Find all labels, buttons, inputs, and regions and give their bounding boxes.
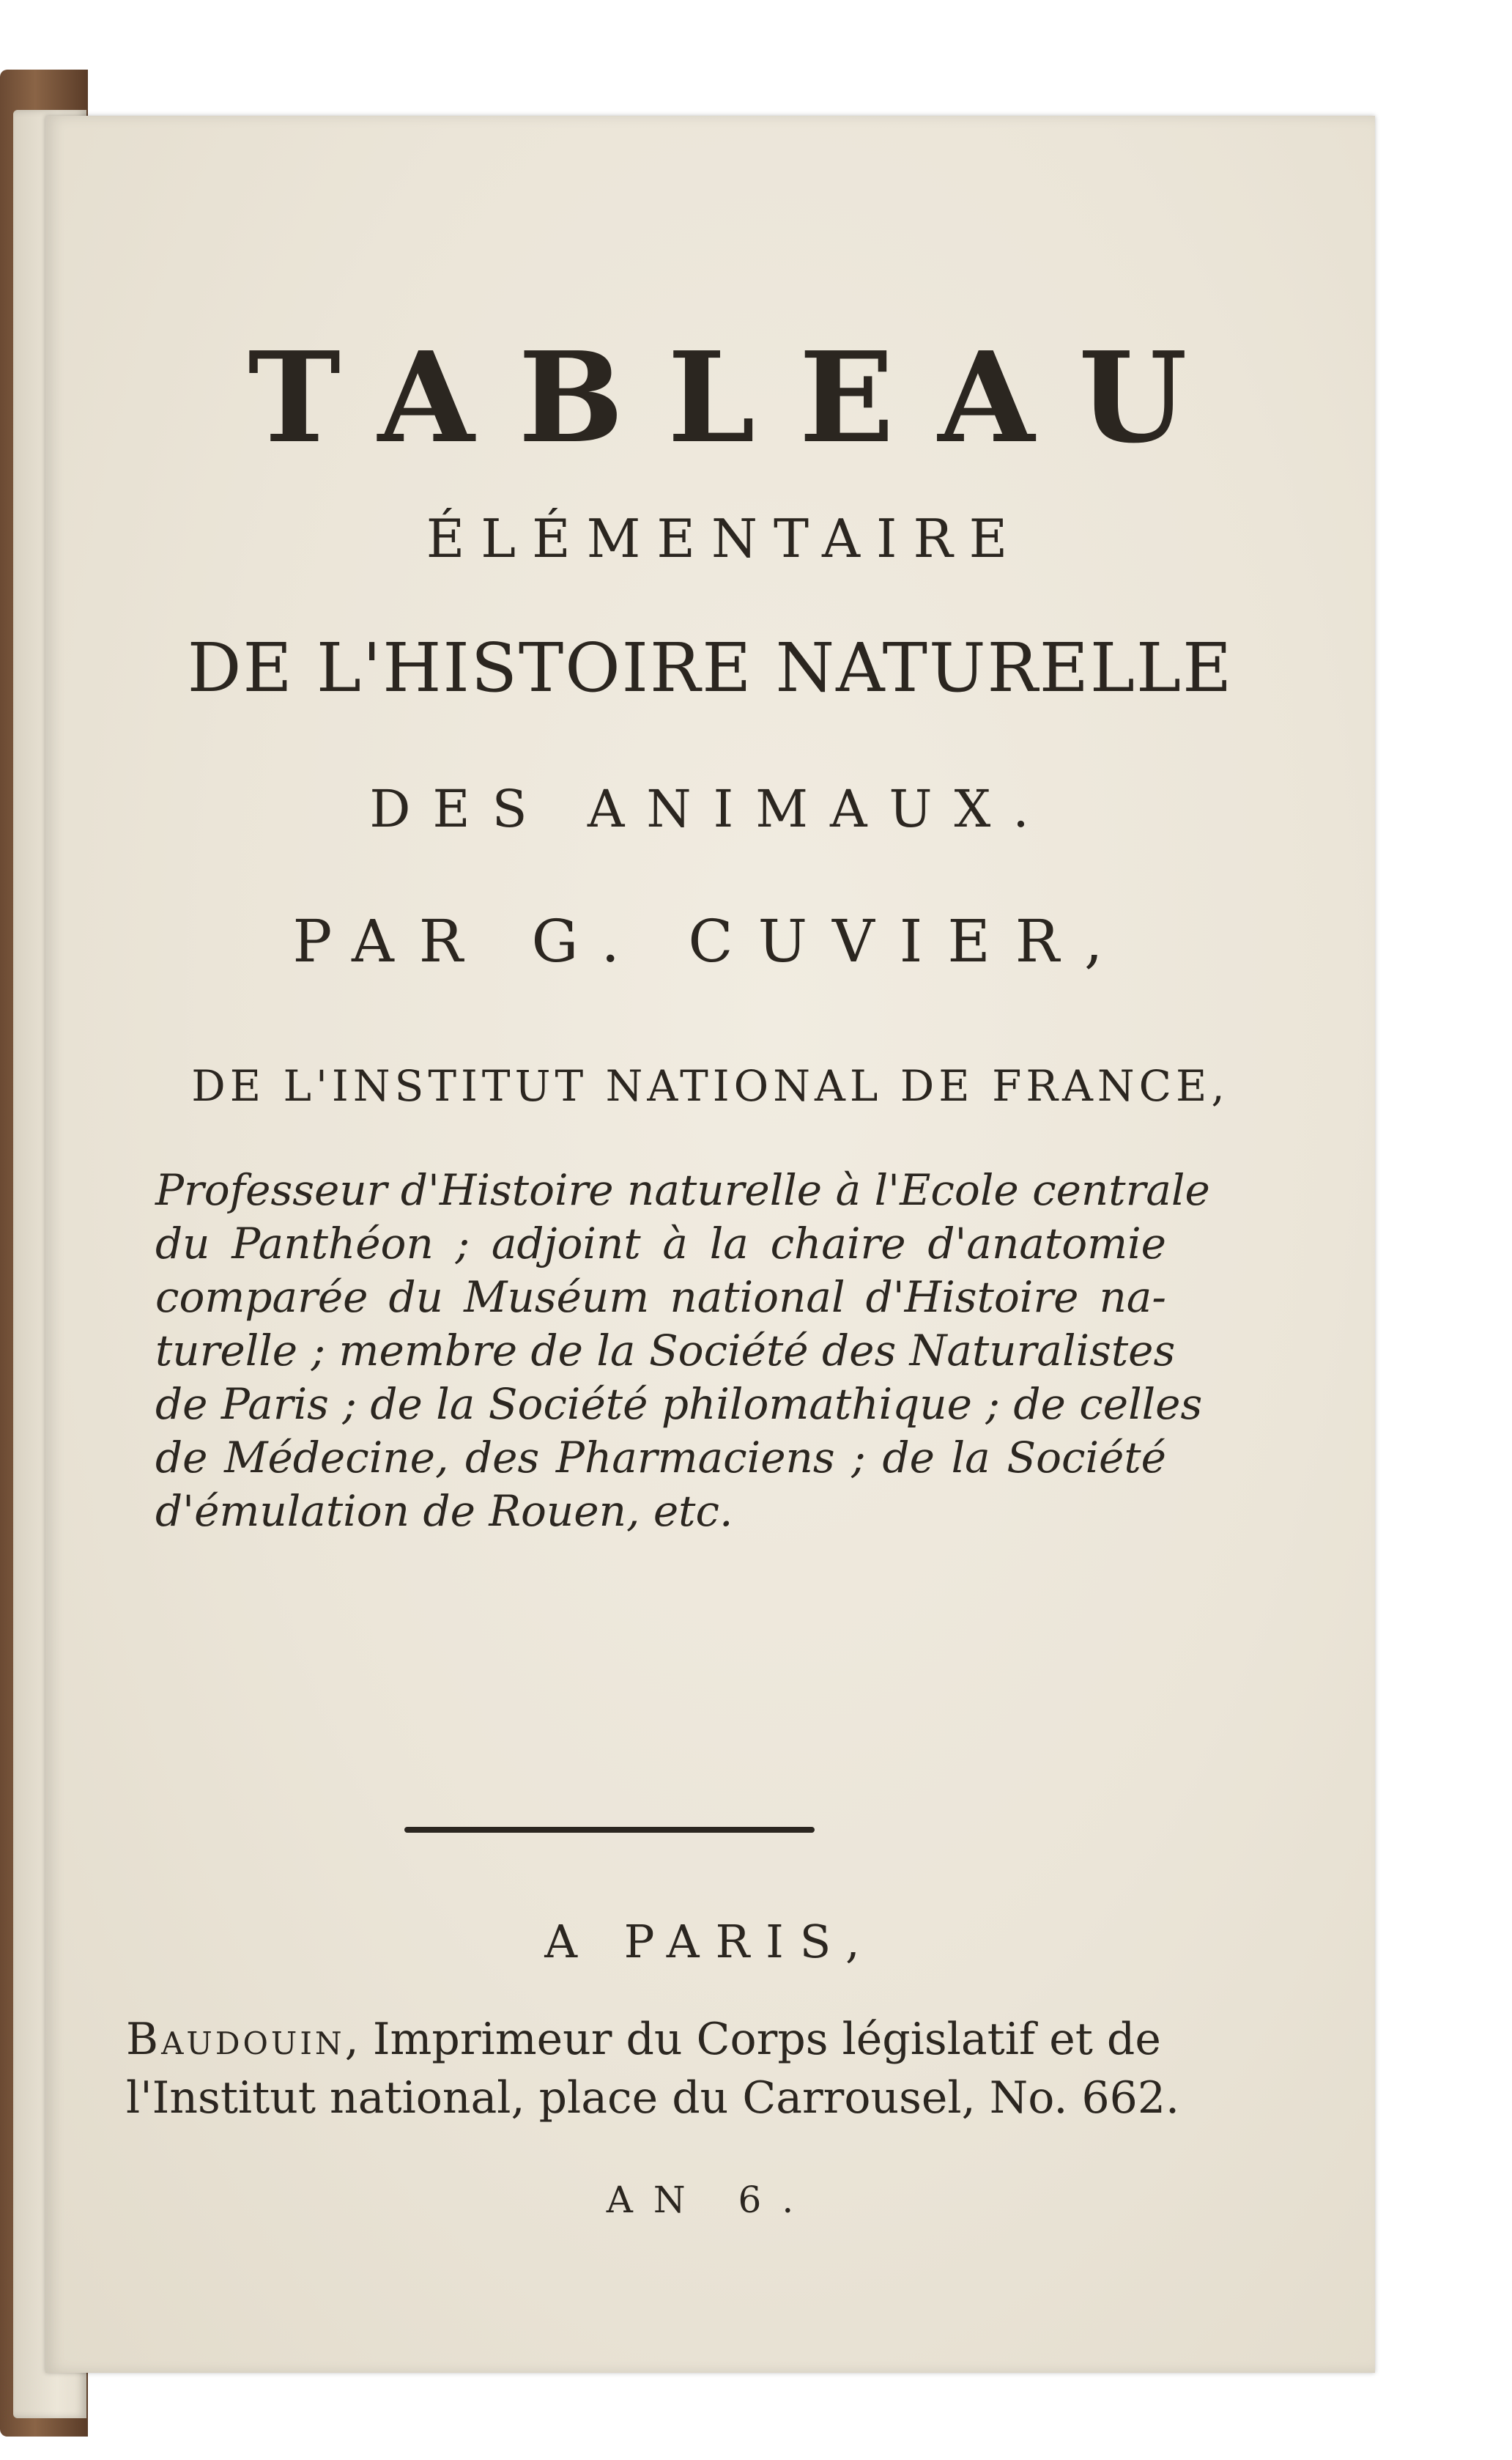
printer-line-1-rest: , Imprimeur du Corps législatif et de (344, 2014, 1161, 2065)
author-line: PAR G. CUVIER, (292, 907, 1128, 975)
place-line: A PARIS, (544, 1915, 876, 1968)
credentials-line: turelle ; membre de la Société des Naturalistes (155, 1326, 1176, 1375)
credentials-line: de Paris ; de la Société philomathique ; de celles (155, 1379, 1203, 1429)
book-title: TABLEAU (248, 325, 1231, 471)
author-credentials (155, 1164, 1210, 1538)
institution-line: DE L'INSTITUT NATIONAL DE FRANCE, (191, 1061, 1229, 1111)
credentials-line: de Médecine, des Pharmaciens ; de la Société (155, 1433, 1166, 1482)
divider-rule (404, 1827, 815, 1833)
printer-line-1 (126, 2010, 1161, 2069)
credentials-line: d'émulation de Rouen, etc. (155, 1486, 733, 1536)
subject-line-2: DES ANIMAUX. (369, 779, 1051, 839)
printer-line-2: l'Institut national, place du Carrousel, No. 662. (126, 2072, 1180, 2124)
printer-name: Baudouin (126, 2014, 345, 2065)
printer-imprint (126, 2010, 1180, 2127)
date-line: AN 6. (606, 2179, 815, 2221)
credentials-line: du Panthéon ; adjoint à la chaire d'anatomie (155, 1219, 1166, 1268)
title-page (45, 116, 1375, 2373)
subject-line: DE L'HISTOIRE NATURELLE (187, 629, 1234, 707)
credentials-line: comparée du Muséum national d'Histoire na- (155, 1272, 1166, 1322)
credentials-line: Professeur d'Histoire naturelle à l'Ecole centrale (155, 1165, 1210, 1215)
book-subtitle: ÉLÉMENTAIRE (426, 508, 1024, 569)
